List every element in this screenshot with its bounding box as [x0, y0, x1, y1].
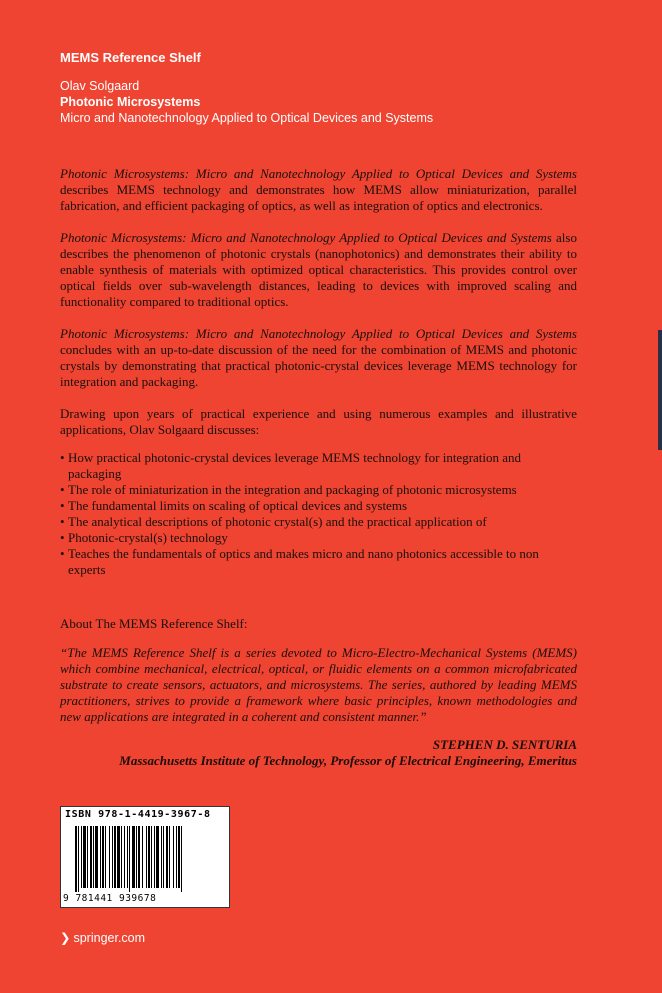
- barcode-bar: [87, 826, 88, 888]
- list-item: [60, 482, 540, 498]
- list-item: [60, 514, 540, 530]
- barcode-bar: [146, 826, 147, 888]
- barcode-bar: [105, 826, 106, 888]
- spine-edge-strip: [658, 330, 662, 450]
- publisher-link[interactable]: springer.com: [73, 931, 146, 945]
- barcode-bar: [173, 826, 174, 888]
- series-quote: “The MEMS Reference Shelf is a series devoted to Micro-Electro-Mechanical Systems (MEMS) which combine mechanical, electrical, optical, or fluidic elements on a common microfabricated substrate to create sensors, actuators, and microsystems. The series, authored by leading MEMS practitioners, strives to provide a framework where basic principles, known methodologies and new applications are integrated in a coherent and consistent manner.”: [60, 645, 577, 724]
- list-item-text: The analytical descriptions of photonic crystal(s) and the practical application of: [68, 514, 487, 529]
- barcode-bar: [136, 826, 137, 888]
- description-paragraph-3: [60, 326, 577, 390]
- barcode-bar: [100, 826, 101, 888]
- description-paragraph-1: [60, 166, 577, 214]
- description-paragraph-2: [60, 230, 577, 310]
- series-name: MEMS Reference Shelf: [60, 50, 201, 65]
- barcode-bar: [166, 826, 168, 888]
- barcode-bar: [83, 826, 86, 888]
- barcode-bar: [114, 826, 116, 888]
- barcode-bar: [156, 826, 159, 888]
- barcode-bar: [142, 826, 143, 888]
- barcode-bar: [90, 826, 92, 888]
- bullet-glyph: •: [60, 514, 65, 529]
- barcode-bar: [169, 826, 170, 888]
- list-item-text: Photonic-crystal(s) technology: [68, 530, 228, 545]
- book-title: Photonic Microsystems: [60, 95, 201, 109]
- paragraph-text: concludes with an up-to-date discussion of the need for the combination of MEMS and photonic crystals by demonstrating that practical photonic-crystal devices leverage MEMS technology for integration and packaging.: [60, 342, 577, 389]
- barcode-bar: [129, 826, 130, 892]
- author-name: Olav Solgaard: [60, 79, 140, 93]
- paragraph-text: describes MEMS technology and demonstrates how MEMS allow miniaturization, parallel fabrication, and efficient packaging of optics, as well as integration of optics and electronics.: [60, 182, 577, 213]
- paragraph-text: also describes the phenomenon of photonic crystals (nanophotonics) and demonstrates their ability to enable synthesis of materials with optimized optical characteristics. This provides control over optical fields over sub-wavelength distances, leading to devices with improved scaling and functionality compared to traditional optics.: [60, 230, 577, 309]
- list-item: [60, 546, 540, 578]
- barcode-bar: [117, 826, 120, 888]
- about-heading: About The MEMS Reference Shelf:: [60, 616, 248, 631]
- barcode-bar: [176, 826, 177, 888]
- barcode-bar: [93, 826, 94, 888]
- isbn-label: ISBN 978-1-4419-3967-8: [65, 809, 211, 820]
- barcode-icon: [75, 826, 217, 892]
- barcode-bar: [102, 826, 104, 888]
- barcode-bar: [161, 826, 162, 888]
- cover-header: [60, 50, 433, 126]
- isbn-barcode: [60, 806, 230, 908]
- italic-book-title: Photonic Microsystems: Micro and Nanotechnology Applied to Optical Devices and Systems: [60, 326, 577, 341]
- list-item-text: The fundamental limits on scaling of optical devices and systems: [68, 498, 408, 513]
- quote-attribution-affiliation: Massachusetts Institute of Technology, Professor of Electrical Engineering, Emeritus: [119, 753, 577, 768]
- description-paragraph-4: Drawing upon years of practical experience and using numerous examples and illustrative applications, Olav Solgaard discusses:: [60, 406, 577, 437]
- bullet-glyph: •: [60, 498, 65, 513]
- book-description: [60, 166, 577, 578]
- barcode-bar: [132, 826, 135, 888]
- barcode-bar: [95, 826, 98, 888]
- italic-book-title: Photonic Microsystems: Micro and Nanotechnology Applied to Optical Devices and Systems: [60, 166, 577, 181]
- list-item-text: Teaches the fundamentals of optics and makes micro and nano photonics accessible to non experts: [68, 546, 539, 577]
- barcode-digits: 9 781441 939678: [63, 893, 157, 904]
- barcode-bar: [138, 826, 140, 888]
- barcode-bar: [127, 826, 128, 888]
- barcode-bar: [78, 826, 79, 892]
- barcode-bar: [163, 826, 164, 888]
- barcode-bar: [178, 826, 180, 888]
- bullet-glyph: •: [60, 546, 65, 561]
- barcode-bar: [75, 826, 77, 892]
- bullet-glyph: •: [60, 530, 65, 545]
- list-item: [60, 498, 540, 514]
- book-subtitle: Micro and Nanotechnology Applied to Optical Devices and Systems: [60, 111, 434, 125]
- quote-attribution-name: STEPHEN D. SENTURIA: [432, 737, 577, 752]
- barcode-bar: [109, 826, 110, 888]
- barcode-bar: [112, 826, 113, 888]
- barcode-bar: [151, 826, 152, 888]
- barcode-bar: [154, 826, 155, 888]
- list-item-text: The role of miniaturization in the integration and packaging of photonic microsystems: [68, 482, 517, 497]
- list-item: [60, 530, 540, 546]
- about-series-section: [60, 616, 577, 769]
- barcode-bar: [81, 826, 82, 888]
- barcode-bar: [181, 826, 182, 892]
- chevron-right-icon: ❯: [60, 931, 71, 945]
- list-item: [60, 450, 540, 482]
- bullet-glyph: •: [60, 450, 65, 465]
- italic-book-title: Photonic Microsystems: Micro and Nanotechnology Applied to Optical Devices and Systems: [60, 230, 552, 245]
- topics-list: [60, 450, 540, 578]
- bullet-glyph: •: [60, 482, 65, 497]
- list-item-text: How practical photonic-crystal devices leverage MEMS technology for integration and packaging: [68, 450, 522, 481]
- publisher-footer[interactable]: [60, 930, 145, 945]
- barcode-bar: [121, 826, 122, 888]
- barcode-bar: [148, 826, 150, 888]
- barcode-bar: [124, 826, 125, 888]
